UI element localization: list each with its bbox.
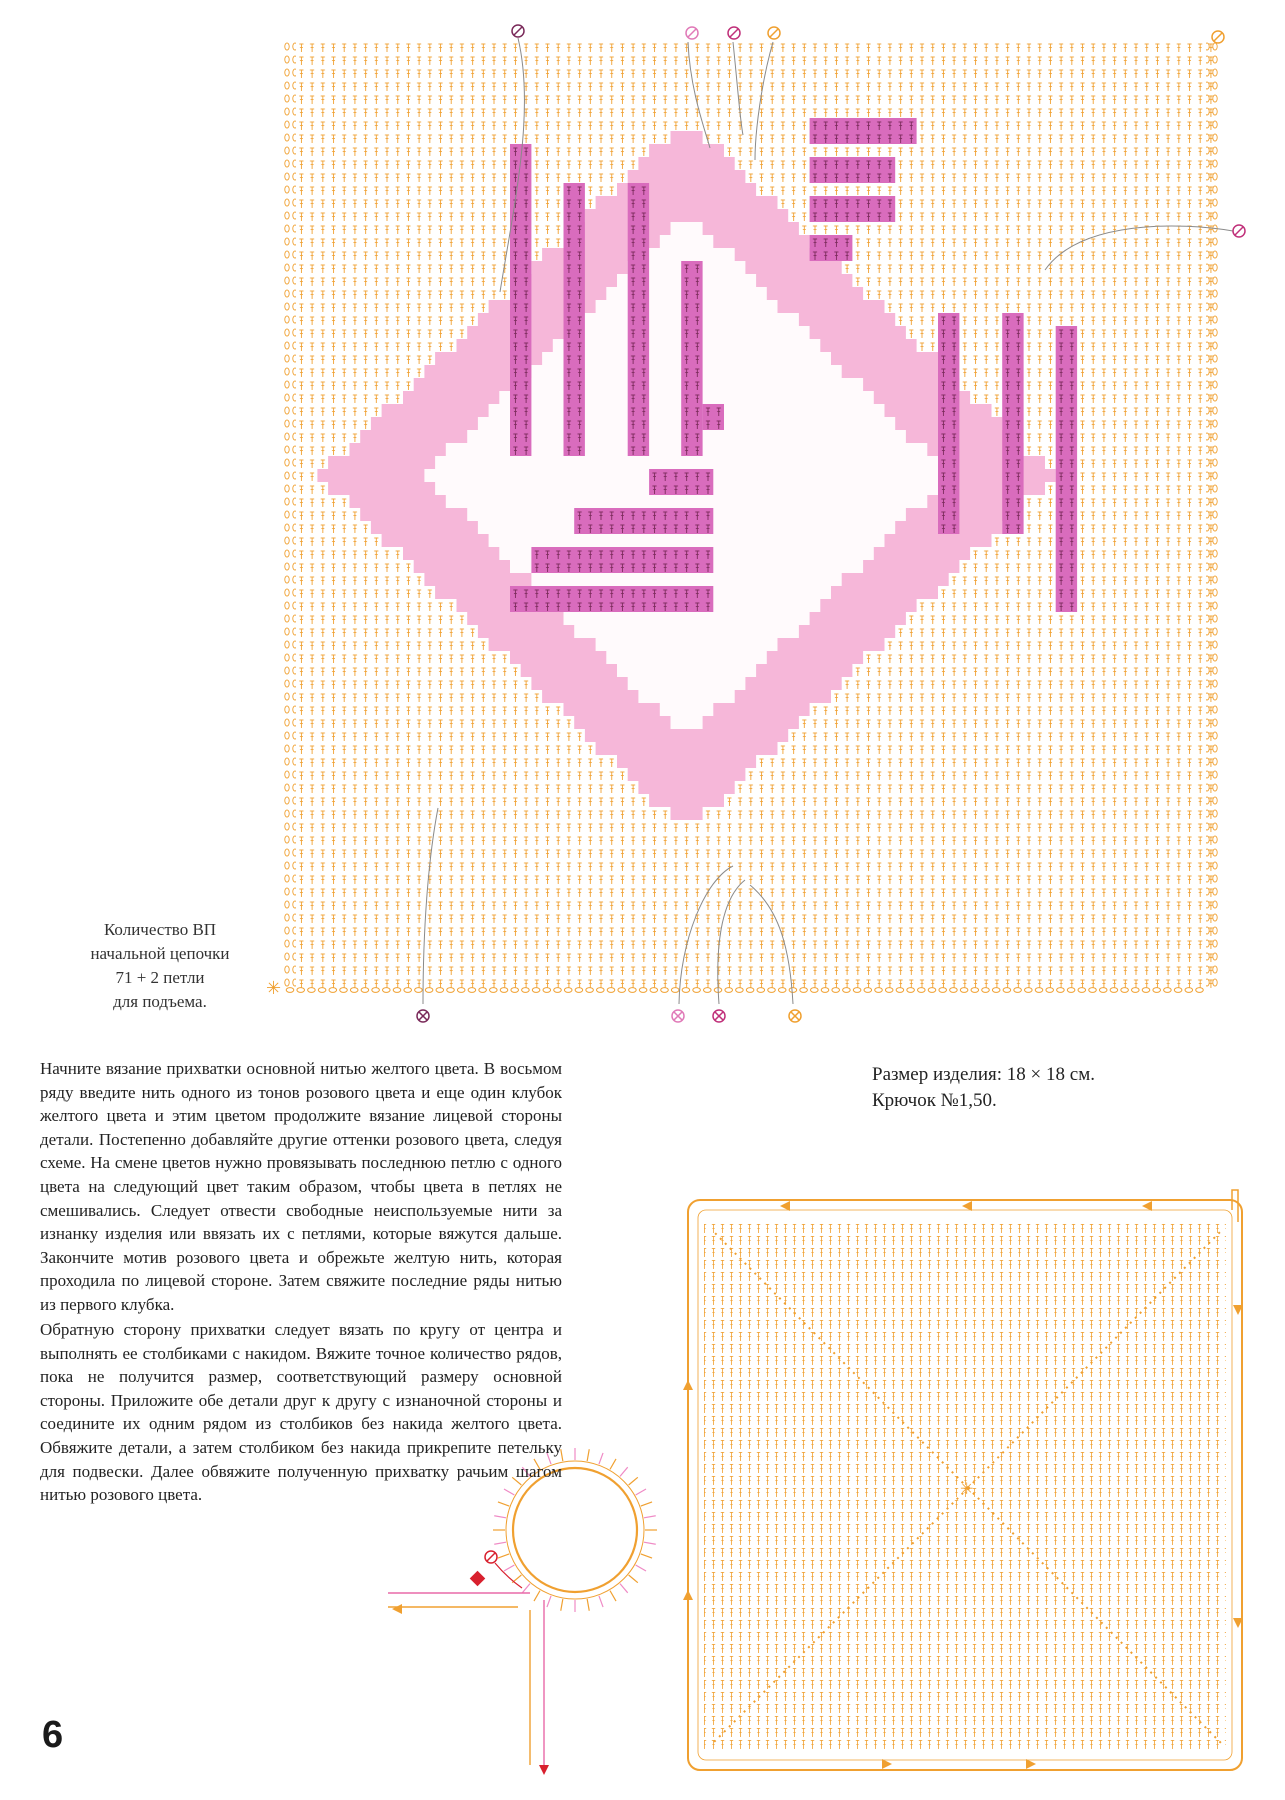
bottom-cut-marker-1 bbox=[417, 1010, 429, 1022]
chain-note-line-3: 71 + 2 петли bbox=[115, 968, 205, 987]
motif-white-row bbox=[671, 222, 703, 235]
loop-stitch bbox=[636, 1489, 646, 1495]
top-pink-marker-3 bbox=[728, 27, 740, 39]
loop-stitch bbox=[561, 1599, 563, 1611]
top-yellow-marker bbox=[768, 27, 780, 39]
right-pink-marker bbox=[1233, 225, 1245, 237]
motif-light-row bbox=[649, 794, 724, 807]
motif-light-row bbox=[596, 196, 778, 209]
motif-white-row bbox=[671, 716, 703, 729]
motif-white-row bbox=[628, 677, 746, 690]
loop-stitch bbox=[641, 1502, 652, 1506]
loop-stitch bbox=[494, 1542, 506, 1544]
loop-stitch bbox=[620, 1584, 628, 1593]
left-chain-column bbox=[283, 40, 296, 990]
motif-white-row bbox=[638, 248, 734, 261]
size-spec: Размер изделия: 18 × 18 см. bbox=[872, 1064, 1095, 1085]
bottom-cut-marker-4 bbox=[789, 1010, 801, 1022]
back-chart-centre-mark: ✳ bbox=[960, 1479, 974, 1498]
loop-edge-arrow-left bbox=[392, 1604, 402, 1614]
loop-stitch bbox=[599, 1596, 603, 1607]
loop-stitch bbox=[610, 1591, 616, 1601]
motif-dark-band-stitches bbox=[510, 586, 713, 612]
loop-stitch bbox=[547, 1596, 551, 1607]
chain-start-mark: ✳ bbox=[266, 978, 282, 999]
loop-stitch bbox=[620, 1467, 628, 1476]
motif-light-row bbox=[649, 144, 724, 157]
motif-white-row bbox=[638, 690, 734, 703]
motif-white-row bbox=[531, 573, 841, 586]
loop-stitch bbox=[629, 1575, 638, 1583]
motif-dark-band-stitches bbox=[810, 196, 896, 222]
instructions-paragraph-1: Начните вязание прихватки основной нитью желтого цвета. В восьмом ряду введите нить одного из тонов розового цвета и еще один клубок желтого цвета и этим цветом продолжите вязание лицевой стороны детали. Постепенно добавляйте другие оттенки розового цвета, следуя схеме. На смене цветов нужно провязывать последнюю петлю с одного цвета на следующий цвет таким образом, чтобы цвета в петлях не смешивались. Следует отвести свободные неиспользуемые нити за изнанку изделия или ввязать их с петлями, которые вяжутся дальше. Закончите мотив розового цвета и обрежьте желтую нить, которая проходила по лицевой стороне. Затем свяжите последние ряды нитью из первого клубка. bbox=[40, 1059, 562, 1314]
loop-stitch bbox=[599, 1453, 603, 1464]
loop-stitch bbox=[587, 1449, 589, 1461]
motif-white-row bbox=[660, 235, 714, 248]
loop-stitch bbox=[636, 1565, 646, 1571]
loop-edge-arrow-down bbox=[539, 1765, 549, 1775]
chain-note-line-1: Количество ВП bbox=[103, 920, 217, 939]
motif-light-row bbox=[585, 729, 788, 742]
back-chart-top-connector bbox=[1232, 1190, 1238, 1222]
motif-white-row bbox=[564, 612, 810, 625]
chain-count-note bbox=[60, 918, 260, 1014]
page-number: 6 bbox=[42, 1714, 64, 1756]
top-right-yellow-marker bbox=[1212, 31, 1224, 43]
front-colour-chart bbox=[266, 25, 1245, 1022]
right-chain-column bbox=[1206, 40, 1219, 990]
motif-light-row bbox=[638, 781, 734, 794]
motif-dark-band-stitches bbox=[649, 469, 713, 495]
motif-dark-band-stitches bbox=[510, 144, 531, 456]
motif-dark-band-stitches bbox=[531, 547, 713, 573]
loop-stitch bbox=[644, 1516, 656, 1518]
loop-stitch bbox=[610, 1459, 616, 1469]
motif-white-row bbox=[617, 664, 756, 677]
top-pink-marker-1 bbox=[512, 25, 524, 37]
motif-dark-band-stitches bbox=[1056, 326, 1077, 612]
chain-note-line-4: для подъема. bbox=[113, 992, 207, 1011]
instructions-paragraph-2: Обратную сторону прихватки следует вязать по кругу от центра и выполнять ее столбиками с накидом. Вяжите точное количество рядов, пока не получится размер, соответствующий размеру основной стороны. Приложите обе детали друг к другу с изнаночной стороны и соедините их одним рядом из столбиков без накида желтого цвета. Обвяжите детали, а затем столбиком без накида прикрепите петельку для подвески. Далее обвяжите полученную прихватку рачьим шагом нитью розового цвета. bbox=[40, 1320, 562, 1505]
bottom-cut-marker-2 bbox=[672, 1010, 684, 1022]
hook-spec: Крючок №1,50. bbox=[872, 1090, 997, 1111]
motif-dark-band-stitches bbox=[703, 404, 724, 430]
bottom-cut-marker-3 bbox=[713, 1010, 725, 1022]
motif-light-row bbox=[638, 157, 734, 170]
motif-dark-band-stitches bbox=[938, 313, 959, 534]
motif-white-row bbox=[489, 534, 885, 547]
loop-stitch bbox=[534, 1591, 540, 1601]
motif-dark-band-stitches bbox=[574, 508, 713, 534]
motif-light-row bbox=[585, 209, 788, 222]
motif-dark-band-stitches bbox=[810, 118, 917, 144]
motif-dark-band-stitches bbox=[564, 183, 585, 456]
loop-stitch bbox=[641, 1554, 652, 1558]
back-side-chart bbox=[683, 1190, 1243, 1770]
motif-white-row bbox=[596, 638, 778, 651]
motif-dark-band-stitches bbox=[810, 235, 853, 261]
motif-dark-band-stitches bbox=[681, 261, 702, 456]
motif-dark-band-stitches bbox=[1002, 313, 1023, 534]
loop-stitch bbox=[494, 1516, 506, 1518]
motif-white-row bbox=[446, 495, 928, 508]
motif-light-row bbox=[628, 768, 746, 781]
loop-stitch bbox=[522, 1584, 530, 1593]
loop-stitch bbox=[498, 1554, 509, 1558]
motif-light-row bbox=[596, 742, 778, 755]
loop-stitch bbox=[629, 1477, 638, 1485]
motif-dark-band-stitches bbox=[810, 157, 896, 183]
motif-light-row bbox=[671, 807, 703, 820]
motif-white-row bbox=[606, 651, 767, 664]
motif-dark-band-stitches bbox=[628, 183, 649, 456]
item-specs bbox=[872, 1062, 1095, 1114]
loop-start-diamond bbox=[470, 1571, 486, 1587]
loop-stitch bbox=[587, 1599, 589, 1611]
motif-light-row bbox=[617, 755, 756, 768]
top-pink-marker-2 bbox=[686, 27, 698, 39]
motif-light-row bbox=[671, 131, 703, 144]
motif-light-row bbox=[628, 170, 746, 183]
motif-white-row bbox=[660, 703, 714, 716]
chain-note-line-2: начальной цепочки bbox=[90, 944, 230, 963]
motif-white-row bbox=[435, 456, 938, 469]
loop-stitch bbox=[644, 1542, 656, 1544]
loop-stitch bbox=[504, 1565, 514, 1571]
loop-marker-leader bbox=[495, 1563, 522, 1588]
motif-white-row bbox=[574, 625, 799, 638]
loop-pink-marker bbox=[485, 1551, 497, 1563]
